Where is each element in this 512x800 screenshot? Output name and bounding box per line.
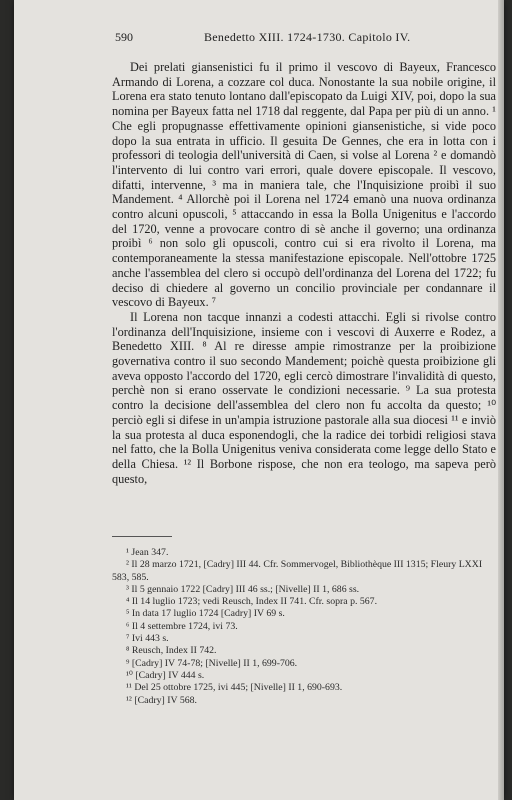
footnote: ¹ Jean 347. [126, 547, 169, 558]
footnote: ⁶ Il 4 settembre 1724, ivi 73. [126, 620, 238, 632]
paragraph: Il Lorena non tacque innanzi a codesti attacchi. Egli si rivolse contro l'ordinanza dell'Inquisizione, insieme con i vescovi di Auxerre e Rodez, a Benedetto XIII. ⁸ Al re diresse ampie rimostranze per la proibizione governativa contro il suo secondo Mandement; poichè questa proibizione gli aveva opposto l'accordo del 1720, egli cercò dimostrare l'invalidità di questo, perchè non si erano osservate le condizioni necessarie. ⁹ La sua protesta contro la decisione dell'assemblea del clero non fu accolta da questo; ¹⁰ perciò egli si difese in un'ampia istruzione pastorale alla sua diocesi ¹¹ e inviò la sua protesta al duca esponendogli, che la radice dei torbidi religiosi stava nel fatto, che la Bolla Unigenitus veniva considerata come legge dello Stato e della Chiesa. ¹² Il Borbone rispose, che non era teologo, ma sapeva però questo, [112, 309, 496, 486]
page-number: 590 [115, 30, 133, 44]
running-head: Benedetto XIII. 1724-1730. Capitolo IV. [204, 30, 411, 44]
footnote: ¹⁰ [Cadry] IV 444 s. [126, 669, 205, 681]
footnote: ⁹ [Cadry] IV 74-78; [Nivelle] II 1, 699-706. [126, 657, 298, 669]
footnotes [112, 547, 496, 707]
footnote: ¹² [Cadry] IV 568. [126, 694, 197, 706]
footnote: ⁸ Reusch, Index II 742. [126, 645, 217, 657]
book-page [14, 0, 504, 800]
footnote: ⁴ Il 14 luglio 1723; vedi Reusch, Index II 741. Cfr. sopra p. 567. [126, 596, 378, 608]
footnote: ³ Il 5 gennaio 1722 [Cadry] III 46 ss.; [Nivelle] II 1, 686 ss. [126, 583, 360, 595]
footnote: ⁷ Ivi 443 s. [126, 633, 169, 645]
footnote: ¹¹ Del 25 ottobre 1725, ivi 445; [Nivelle] II 1, 690-693. [126, 682, 343, 694]
footnote: ² Il 28 marzo 1721, [Cadry] III 44. Cfr. Sommervogel, Bibliothèque III 1315; Fleury LXXI 583, 585. [112, 559, 483, 583]
footnote: ⁵ In data 17 luglio 1724 [Cadry] IV 69 s. [126, 608, 285, 620]
footnote-divider [112, 536, 172, 537]
page-header [14, 30, 504, 50]
page-edge [498, 0, 504, 800]
paragraph: Dei prelati giansenistici fu il primo il vescovo di Bayeux, Francesco Armando di Lorena, a cozzare col duca. Nonostante la sua nobile origine, il Lorena era stato tenuto lontano dall'episcopato da Luigi XIV, poi, dopo la sua nomina per Bayeux fatta nel 1718 dal reggente, dal Papa per più di un anno. ¹ Che egli propugnasse effettivamente opinioni giansenistiche, si vide poco dopo la sua entrata in ufficio. Il gesuita De Gennes, che era in lotta con i professori di teologia dell'università di Caen, si volse al Lorena ² e domandò l'intervento di lui contro vari errori, quale dovere episcopale. Il vescovo, difatti, intervenne, ³ ma in maniera tale, che l'Inquisizione proibì il suo Mandement. ⁴ Allorchè poi il Lorena nel 1724 emanò una nuova ordinanza contro alcuni opuscoli, ⁵ attaccando in essa la Bolla Unigenitus e l'accordo del 1720, venne a provocare contro di sè anche il governo; una ordinanza proibì ⁶ non solo gli opuscoli, contro cui si era rivolto il Lorena, ma contemporaneamente la stessa manifestazione episcopale. Nell'ottobre 1725 anche l'assemblea del clero si occupò dell'ordinanza del Lorena del 1722; fu deciso di chiedere al governo un concilio provinciale per condannare il vescovo di Bayeux. ⁷ [112, 60, 496, 310]
main-text [112, 60, 496, 486]
